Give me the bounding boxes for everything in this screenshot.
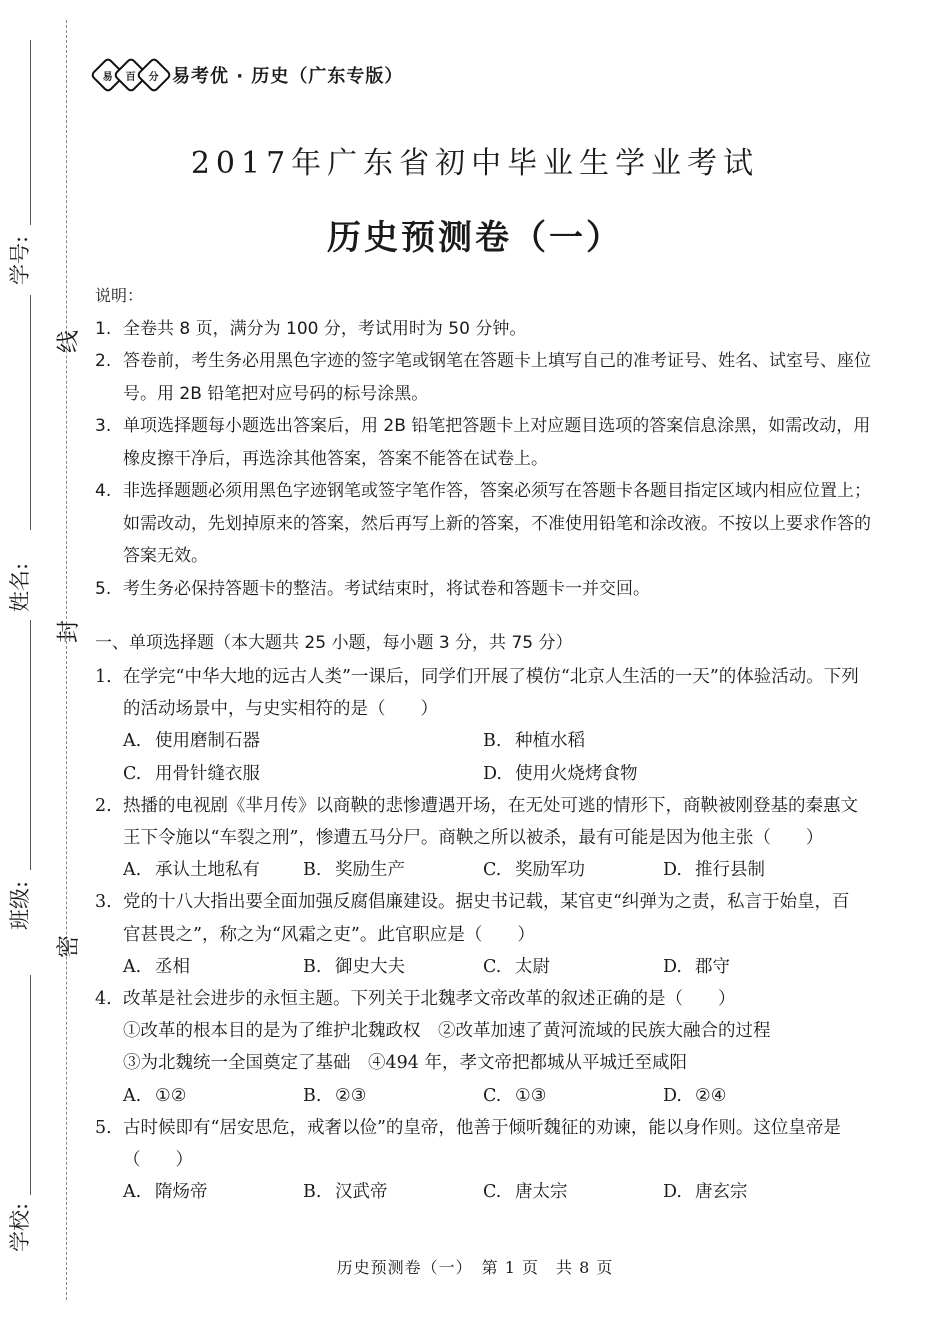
option: B. 奖励生产 xyxy=(303,860,405,881)
instructions xyxy=(95,280,875,605)
section-heading: 一、单项选择题（本大题共 25 小题，每小题 3 分，共 75 分） xyxy=(95,633,573,653)
option: B. 汉武帝 xyxy=(303,1182,388,1203)
option: D. 推行县制 xyxy=(663,860,765,881)
question-stem: 4. 改革是社会进步的永恒主题。下列关于北魏孝文帝改革的叙述正确的是（ ） xyxy=(95,989,736,1010)
exam-title: 2017年广东省初中毕业生学业考试 xyxy=(190,146,760,181)
question-options xyxy=(95,1080,865,1112)
question-options xyxy=(95,758,865,790)
student-id-line xyxy=(30,40,31,225)
option: A. ①② xyxy=(123,1085,187,1106)
option: C. 奖励军功 xyxy=(483,860,585,881)
binding-word-xian: 线 xyxy=(55,330,82,353)
option: D. ②④ xyxy=(663,1085,727,1106)
option: A. 隋炀帝 xyxy=(123,1182,208,1203)
school-line xyxy=(30,975,31,1195)
brand-text: 易考优 · 历史（广东专版） xyxy=(172,66,404,87)
name-line xyxy=(30,295,31,530)
binding-word-mi: 密 xyxy=(55,935,82,958)
question-list xyxy=(95,661,865,1208)
option: A. 承认土地私有 xyxy=(123,860,260,881)
instruction-item: 1. 全卷共 8 页，满分为 100 分，考试用时为 50 分钟。 xyxy=(95,318,527,339)
question-stem: 3. 党的十八大指出要全面加强反腐倡廉建设。据史书记载，某官吏“纠弹为之责，私言于始皇，百官甚畏之”，称之为“风霜之吏”。此官职应是（ ） xyxy=(95,892,850,945)
option: A. 使用磨制石器 xyxy=(123,731,260,752)
question-stem: 5. 古时候即有“居安思危，戒奢以俭”的皇帝，他善于倾听魏征的劝谏，能以身作则。这位皇帝是（ ） xyxy=(95,1117,841,1171)
option: C. 太尉 xyxy=(483,956,550,977)
instructions-heading: 说明： xyxy=(95,286,144,305)
question-statement: ①改革的根本目的是为了维护北魏政权 ②改革加速了黄河流域的民族大融合的过程 xyxy=(123,1021,771,1042)
instruction-item: 5. 考生务必保持答题卡的整洁。考试结束时，将试卷和答题卡一并交回。 xyxy=(95,578,650,599)
question-stem: 1. 在学完“中华大地的远古人类”一课后，同学们开展了模仿“北京人生活的一天”的体验活动。下列的活动场景中，与史实相符的是（ ） xyxy=(95,667,859,720)
option: D. 唐玄宗 xyxy=(663,1182,748,1203)
option: B. ②③ xyxy=(303,1085,367,1106)
option: C. 唐太宗 xyxy=(483,1182,568,1203)
question-options xyxy=(95,951,865,983)
instruction-item: 3. 单项选择题每小题选出答案后，用 2B 铅笔把答题卡上对应题目选项的答案信息涂黑，如需改动，用橡皮擦干净后，再选涂其他答案，答案不能答在试卷上。 xyxy=(95,416,871,469)
option: D. 郡守 xyxy=(663,956,730,977)
option: B. 种植水稻 xyxy=(483,731,585,752)
option: A. 丞相 xyxy=(123,956,190,977)
brand-logo: 易 百 分 xyxy=(95,62,164,88)
question-options xyxy=(95,854,865,886)
instruction-item: 2. 答卷前，考生务必用黑色字迹的签字笔或钢笔在答题卡上填写自己的准考证号、姓名、试室号、座位号。用 2B 铅笔把对应号码的标号涂黑。 xyxy=(95,351,871,404)
question-options xyxy=(95,1176,865,1208)
paper-title: 历史预测卷（一） xyxy=(327,218,623,258)
class-line xyxy=(30,620,31,870)
option: D. 使用火烧烤食物 xyxy=(483,763,638,784)
question-stem: 2. 热播的电视剧《芈月传》以商鞅的悲惨遭遇开场，在无处可逃的情形下，商鞅被刚登基的秦惠文王下令施以“车裂之刑”，惨遭五马分尸。商鞅之所以被杀，最有可能是因为他主张（ ） xyxy=(95,795,858,849)
option: C. 用骨针缝衣服 xyxy=(123,763,260,784)
question-statement: ③为北魏统一全国奠定了基础 ④494 年，孝文帝把都城从平城迁至咸阳 xyxy=(123,1053,687,1074)
binding-word-feng: 封 xyxy=(55,620,82,643)
page-footer: 历史预测卷（一） 第 1 页 共 8 页 xyxy=(336,1258,614,1277)
option: C. ①③ xyxy=(483,1085,547,1106)
question-options xyxy=(95,725,865,757)
brand-header xyxy=(95,62,403,88)
instruction-item: 4. 非选择题题必须用黑色字迹钢笔或签字笔作答，答案必须写在答题卡各题目指定区域内相应位置上；如需改动，先划掉原来的答案，然后再写上新的答案，不准使用铅笔和涂改液。不按以上要求作答的答案无效。 xyxy=(95,481,871,566)
option: B. 御史大夫 xyxy=(303,956,405,977)
